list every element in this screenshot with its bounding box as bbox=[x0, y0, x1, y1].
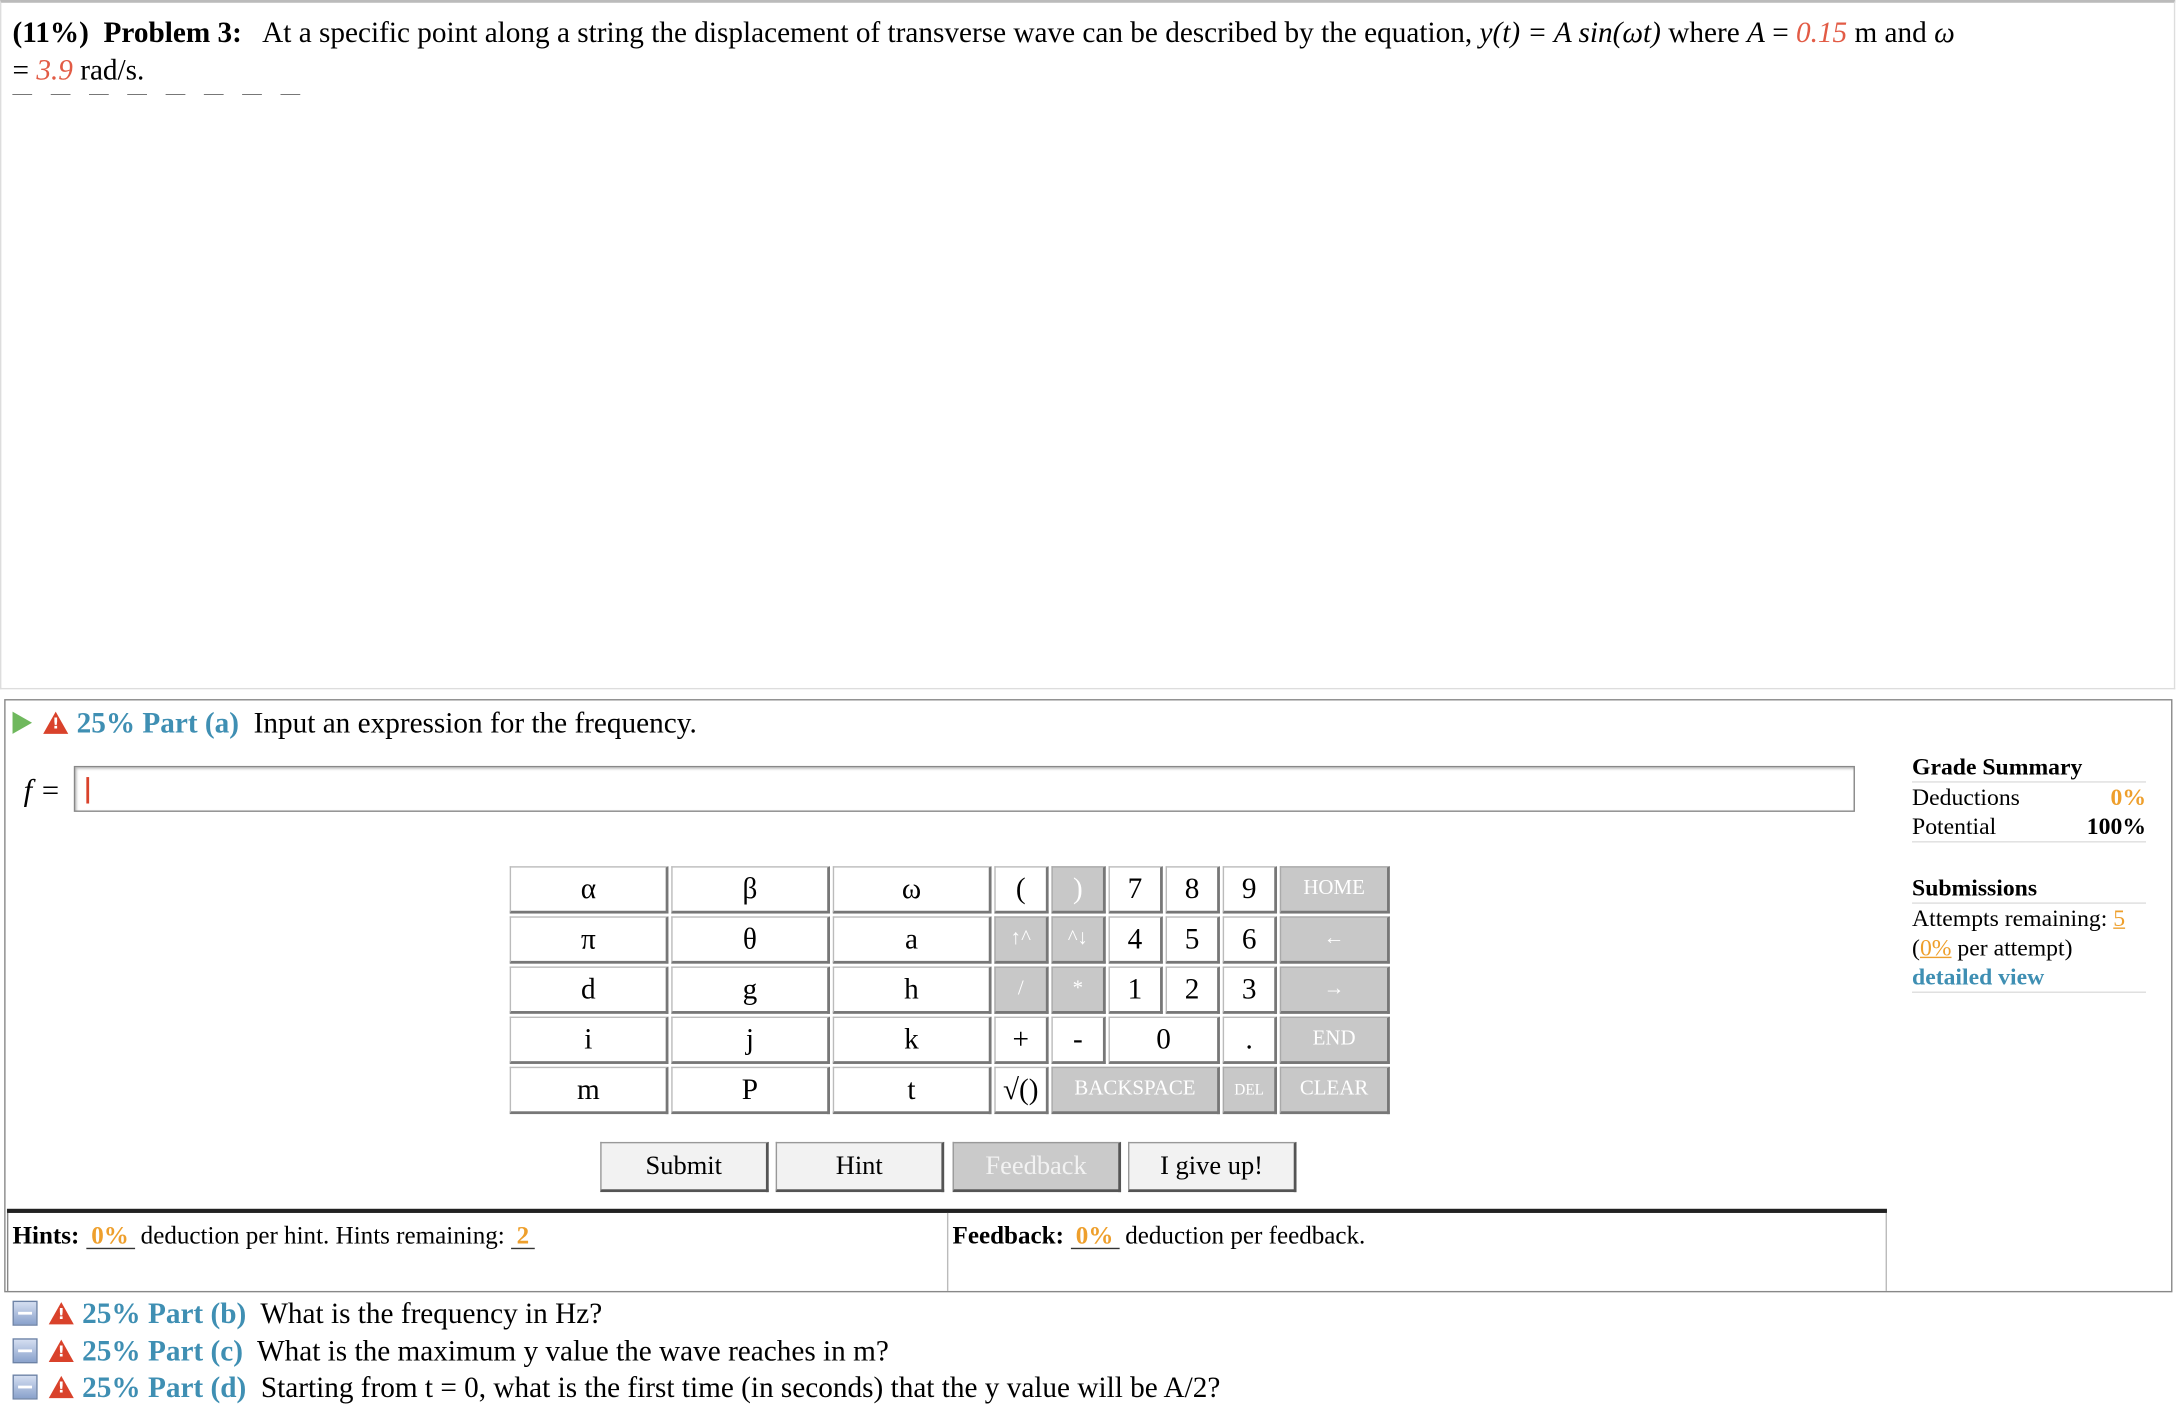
key-omega[interactable]: ω bbox=[833, 866, 992, 913]
feedback-text: deduction per feedback. bbox=[1125, 1221, 1366, 1250]
part-label: Part (b) bbox=[147, 1296, 247, 1330]
key-left-arrow: ← bbox=[1280, 916, 1390, 963]
expand-part-icon[interactable] bbox=[13, 1301, 38, 1326]
hint-button[interactable]: Hint bbox=[776, 1142, 945, 1192]
key-k[interactable]: k bbox=[833, 1017, 992, 1064]
amplitude-unit: m and bbox=[1847, 15, 1935, 49]
other-parts-list bbox=[13, 1295, 1221, 1406]
per-attempt-text: per attempt) bbox=[1951, 934, 2073, 961]
per-attempt-percent: 0% bbox=[1919, 934, 1952, 961]
warning-icon bbox=[49, 1302, 74, 1324]
submit-button[interactable]: Submit bbox=[600, 1142, 769, 1192]
key-home: HOME bbox=[1280, 866, 1390, 913]
omega-variable: ω bbox=[1934, 15, 1955, 49]
per-attempt-open: ( bbox=[1912, 934, 1920, 961]
key-7[interactable]: 7 bbox=[1109, 866, 1163, 913]
problem-text-where: where bbox=[1660, 15, 1748, 49]
submissions-title: Submissions bbox=[1912, 873, 2146, 904]
problem-statement-box bbox=[0, 0, 2175, 689]
feedback-deduction-percent: 0% bbox=[1070, 1223, 1119, 1249]
warning-icon bbox=[49, 1376, 74, 1398]
key-i[interactable]: i bbox=[510, 1017, 669, 1064]
expand-part-icon[interactable] bbox=[13, 1374, 38, 1399]
key-open-paren[interactable]: ( bbox=[994, 866, 1048, 913]
key-2[interactable]: 2 bbox=[1166, 966, 1220, 1013]
hint-feedback-panel bbox=[7, 1209, 1887, 1291]
problem-weight: (11%) bbox=[12, 15, 89, 49]
key-g[interactable]: g bbox=[671, 966, 830, 1013]
omega-equals: = bbox=[12, 52, 37, 87]
key-minus[interactable]: - bbox=[1051, 1017, 1105, 1064]
warning-icon bbox=[49, 1339, 74, 1361]
amplitude-variable: A bbox=[1747, 15, 1765, 49]
feedback-button: Feedback bbox=[953, 1142, 1122, 1192]
hints-remaining: 2 bbox=[511, 1223, 535, 1249]
part-weight: 25% bbox=[82, 1333, 141, 1367]
hints-label: Hints: bbox=[12, 1221, 80, 1250]
part-label: Part (c) bbox=[147, 1333, 243, 1367]
key-sqrt[interactable]: √() bbox=[994, 1067, 1048, 1114]
key-pi[interactable]: π bbox=[510, 916, 669, 963]
amplitude-value: 0.15 bbox=[1795, 15, 1848, 49]
key-0[interactable]: 0 bbox=[1109, 1017, 1220, 1064]
key-8[interactable]: 8 bbox=[1166, 866, 1220, 913]
key-right-arrow: → bbox=[1280, 966, 1390, 1013]
part-a-question: Input an expression for the frequency. bbox=[253, 706, 697, 740]
key-clear: CLEAR bbox=[1280, 1067, 1390, 1114]
attempts-label: Attempts remaining: bbox=[1912, 905, 2108, 932]
part-question: What is the maximum y value the wave reaches in m? bbox=[257, 1333, 889, 1367]
key-superscript-down: ^↓ bbox=[1051, 916, 1105, 963]
key-h[interactable]: h bbox=[833, 966, 992, 1013]
grade-summary bbox=[1912, 752, 2146, 993]
key-alpha[interactable]: α bbox=[510, 866, 669, 913]
key-d[interactable]: d bbox=[510, 966, 669, 1013]
problem-text: At a specific point along a string the displacement of transverse wave can be described by the equation, bbox=[262, 15, 1480, 49]
key-superscript-up: ↑^ bbox=[994, 916, 1048, 963]
part-question: What is the frequency in Hz? bbox=[260, 1296, 603, 1330]
key-divide: / bbox=[994, 966, 1048, 1013]
key-t[interactable]: t bbox=[833, 1067, 992, 1114]
text-caret bbox=[86, 777, 89, 803]
part-a-weight: 25% bbox=[76, 706, 136, 740]
equals-sign: = bbox=[1764, 15, 1796, 49]
problem-statement bbox=[13, 14, 2165, 89]
part-weight: 25% bbox=[82, 1370, 141, 1404]
key-delete: DEL bbox=[1223, 1067, 1277, 1114]
feedback-label: Feedback: bbox=[952, 1221, 1064, 1250]
potential-value: 100% bbox=[2086, 813, 2146, 840]
part-a-header[interactable] bbox=[13, 703, 697, 742]
deductions-value: 0% bbox=[2110, 784, 2146, 811]
grade-summary-title: Grade Summary bbox=[1912, 752, 2146, 783]
key-6[interactable]: 6 bbox=[1223, 916, 1277, 963]
key-close-paren: ) bbox=[1051, 866, 1105, 913]
key-beta[interactable]: β bbox=[671, 866, 830, 913]
key-p[interactable]: P bbox=[671, 1067, 830, 1114]
key-3[interactable]: 3 bbox=[1223, 966, 1277, 1013]
clipped-text-line: — — — — — — — — bbox=[12, 83, 308, 105]
hint-deduction-percent: 0% bbox=[86, 1223, 135, 1249]
key-1[interactable]: 1 bbox=[1109, 966, 1163, 1013]
answer-input[interactable] bbox=[74, 766, 1855, 812]
key-9[interactable]: 9 bbox=[1223, 866, 1277, 913]
part-d-row[interactable] bbox=[13, 1369, 1221, 1406]
part-label: Part (d) bbox=[147, 1370, 247, 1404]
problem-label: Problem 3: bbox=[103, 15, 242, 49]
deductions-label: Deductions bbox=[1912, 784, 2020, 811]
expand-triangle-icon[interactable] bbox=[13, 712, 32, 734]
key-a[interactable]: a bbox=[833, 916, 992, 963]
hints-text: deduction per hint. Hints remaining: bbox=[140, 1221, 505, 1250]
part-question: Starting from t = 0, what is the first time (in seconds) that the y value will be A/2? bbox=[260, 1370, 1221, 1404]
key-m[interactable]: m bbox=[510, 1067, 669, 1114]
key-j[interactable]: j bbox=[671, 1017, 830, 1064]
warning-icon bbox=[43, 712, 68, 734]
expand-part-icon[interactable] bbox=[13, 1338, 38, 1363]
equation-keypad bbox=[507, 863, 1393, 1116]
part-a-label: Part (a) bbox=[142, 706, 240, 740]
key-end: END bbox=[1280, 1017, 1390, 1064]
f-input-label: f = bbox=[23, 772, 61, 808]
key-5[interactable]: 5 bbox=[1166, 916, 1220, 963]
part-weight: 25% bbox=[82, 1296, 141, 1330]
problem-equation: y(t) = A sin(ωt) bbox=[1479, 15, 1661, 49]
hints-box bbox=[7, 1213, 948, 1291]
key-backspace: BACKSPACE bbox=[1051, 1067, 1220, 1114]
attempts-remaining: 5 bbox=[2113, 905, 2126, 932]
part-b-row[interactable] bbox=[13, 1295, 1221, 1332]
omega-unit: rad/s. bbox=[72, 52, 145, 87]
key-multiply: * bbox=[1051, 966, 1105, 1013]
omega-value: 3.9 bbox=[36, 52, 73, 87]
potential-label: Potential bbox=[1912, 813, 1997, 840]
key-4[interactable]: 4 bbox=[1109, 916, 1163, 963]
give-up-button[interactable]: I give up! bbox=[1128, 1142, 1297, 1192]
key-decimal[interactable]: . bbox=[1223, 1017, 1277, 1064]
part-c-row[interactable] bbox=[13, 1332, 1221, 1369]
detailed-view-link[interactable]: detailed view bbox=[1912, 962, 2146, 993]
key-theta[interactable]: θ bbox=[671, 916, 830, 963]
key-plus[interactable]: + bbox=[994, 1017, 1048, 1064]
feedback-box bbox=[948, 1213, 1887, 1291]
